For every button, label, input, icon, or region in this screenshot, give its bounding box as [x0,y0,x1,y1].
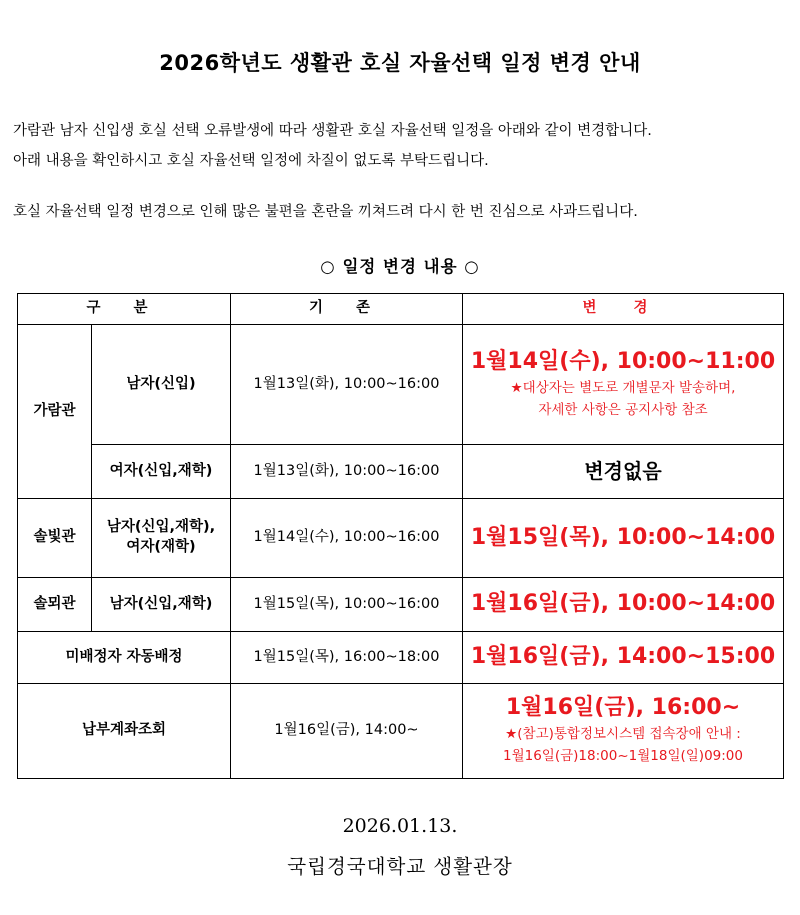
changed-schedule-cell [463,499,784,578]
group-cell: 가람관 [18,325,92,499]
header-changed: 변 경 [463,294,784,325]
previous-schedule-cell: 1월15일(목), 10:00~16:00 [231,578,463,632]
table-row [18,632,784,684]
changed-note-line-2: 자세한 사항은 공지사항 참조 [538,401,708,418]
changed-schedule-text: 변경없음 [584,459,662,483]
table-row [18,684,784,779]
changed-note-line-1: ★(참고)통합정보시스템 접속장애 안내 : [505,726,741,743]
changed-schedule-cell [463,325,784,445]
schedule-table [17,293,784,779]
issuing-organization: 국립경국대학교 생활관장 [287,855,513,878]
header-category: 구 분 [18,294,231,325]
changed-schedule-text: 1월15일(목), 10:00~14:00 [470,524,776,550]
changed-schedule-text: 1월16일(금), 10:00~14:00 [470,591,776,617]
header-previous: 기 존 [231,294,463,325]
table-row [18,325,784,445]
subgroup-cell: 남자(신입) [92,325,231,445]
table-header-row [18,294,784,325]
previous-schedule-cell: 1월14일(수), 10:00~16:00 [231,499,463,578]
changed-schedule-cell [463,684,784,779]
changed-schedule-cell [463,578,784,632]
subgroup-cell: 남자(신입,재학) [92,578,231,632]
intro-line-2: 아래 내용을 확인하시고 호실 자율선택 일정에 차질이 없도록 부탁드립니다. [13,153,489,169]
changed-schedule-cell [463,632,784,684]
group-cell: 솔빛관 [18,499,92,578]
changed-schedule-text: 1월16일(금), 14:00~15:00 [470,644,776,670]
changed-schedule-text: 1월16일(금), 16:00~ [505,695,741,721]
group-cell: 납부계좌조회 [18,684,231,779]
changed-schedule-text: 1월14일(수), 10:00~11:00 [470,348,776,374]
section-title: ○ 일정 변경 내용 ○ [320,257,480,276]
subgroup-cell: 여자(신입,재학) [92,445,231,499]
group-cell: 솔뫼관 [18,578,92,632]
changed-note-line-1: ★대상자는 별도로 개별문자 발송하며, [510,379,736,396]
table-row [18,445,784,499]
previous-schedule-cell: 1월16일(금), 14:00~ [231,684,463,779]
subgroup-line-2: 여자(재학) [126,539,196,555]
notice-title: 2026학년도 생활관 호실 자율선택 일정 변경 안내 [159,51,641,75]
apology-paragraph: 호실 자율선택 일정 변경으로 인해 많은 불편을 혼란을 끼쳐드려 다시 한 번 진심으로 사과드립니다. [13,204,638,220]
intro-line-1: 가람관 남자 신입생 호실 선택 오류발생에 따라 생활관 호실 자율선택 일정을 아래와 같이 변경합니다. [13,123,652,139]
previous-schedule-cell: 1월15일(목), 16:00~18:00 [231,632,463,684]
group-cell: 미배정자 자동배정 [18,632,231,684]
changed-note-line-2: 1월16일(금)18:00~1월18일(일)09:00 [503,748,743,765]
previous-schedule-cell: 1월13일(화), 10:00~16:00 [231,325,463,445]
changed-schedule-cell [463,445,784,499]
subgroup-line-1: 남자(신입,재학), [106,519,216,536]
table-row [18,499,784,578]
previous-schedule-cell: 1월13일(화), 10:00~16:00 [231,445,463,499]
notice-date: 2026.01.13. [342,815,458,837]
table-row [18,578,784,632]
subgroup-cell [92,499,231,578]
intro-paragraph [13,116,793,176]
